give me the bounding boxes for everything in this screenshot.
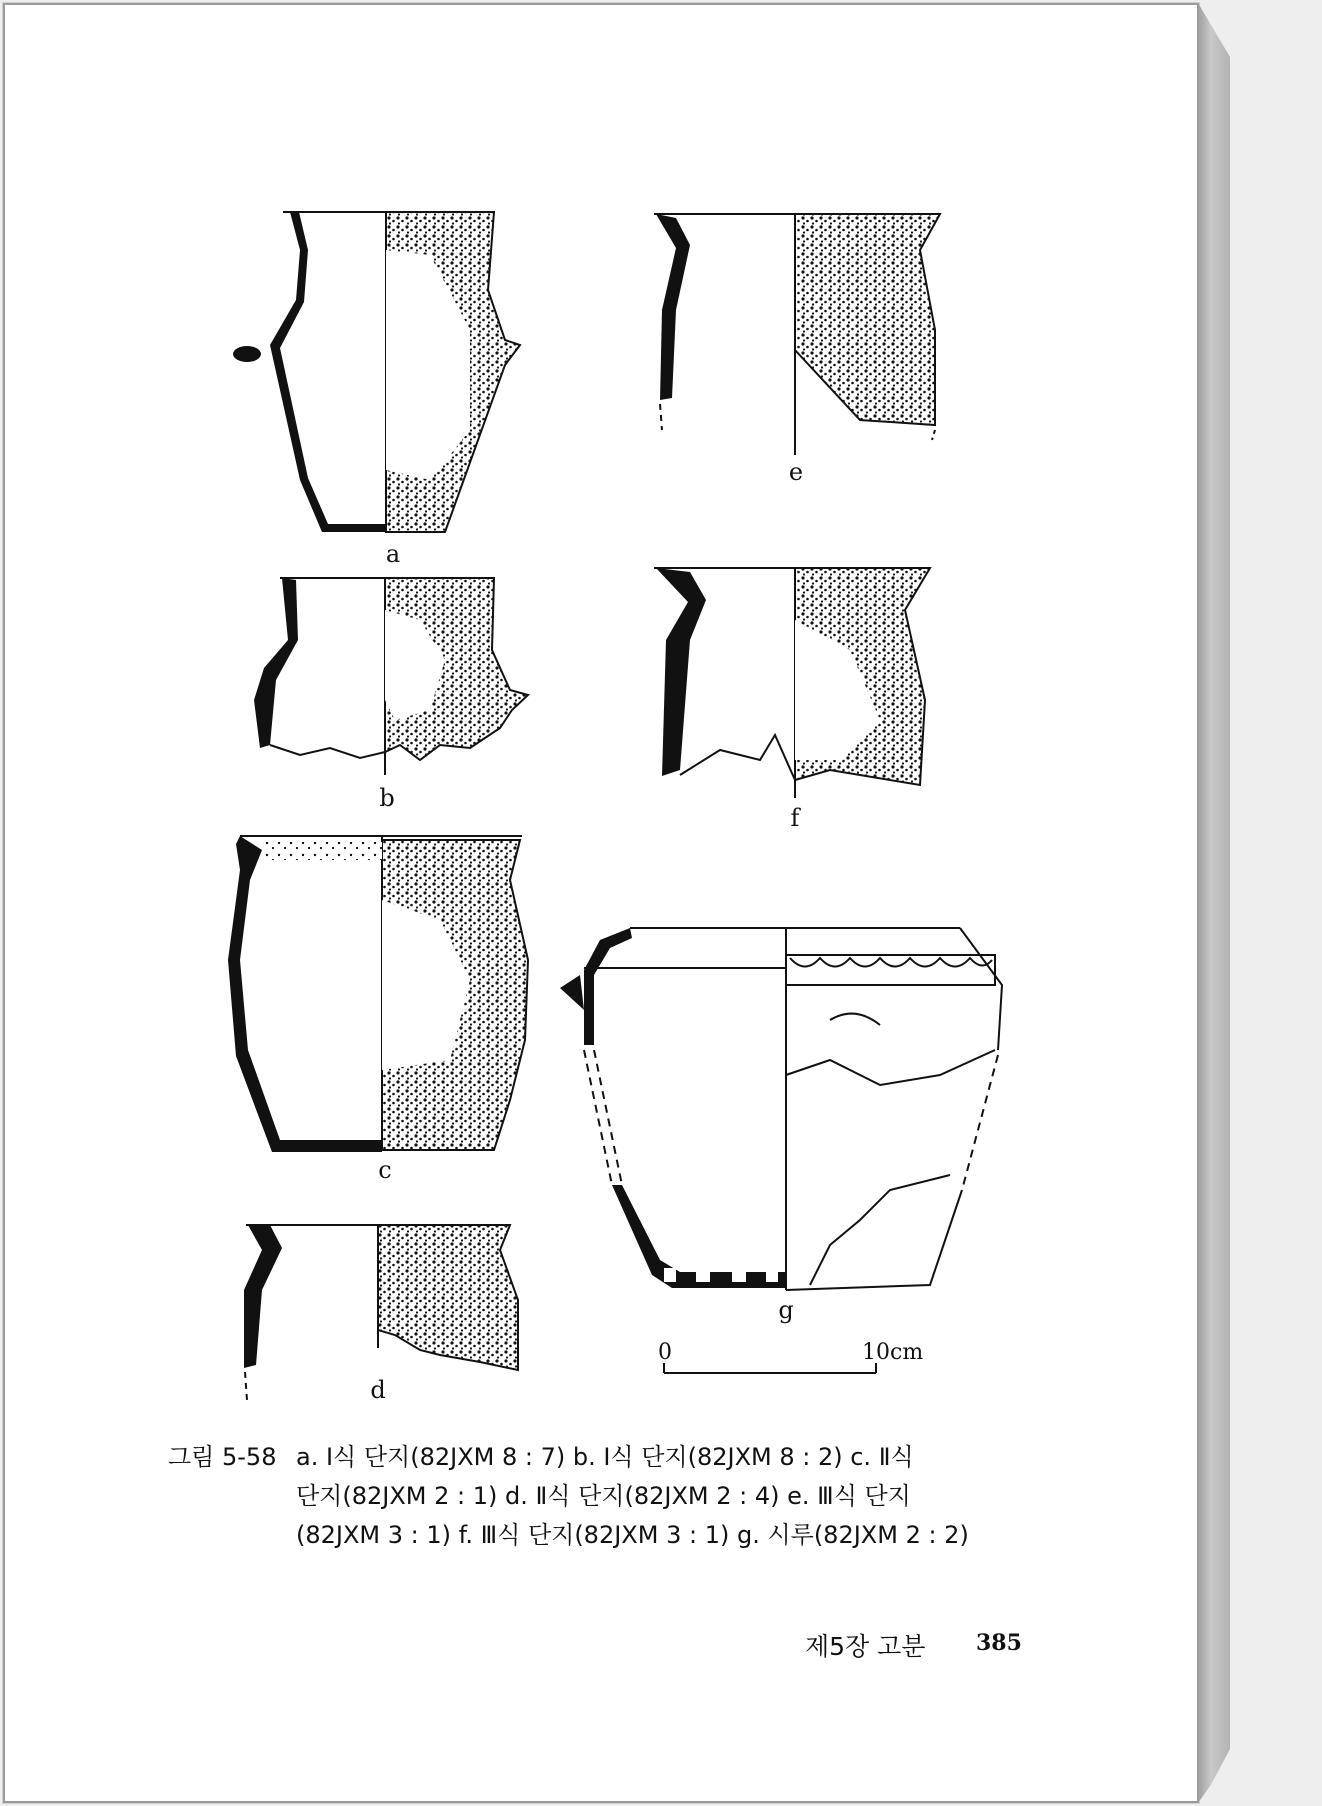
- caption-body: [296, 1438, 1041, 1555]
- vessel-f-drawing: [654, 568, 930, 798]
- figure-label-c: c: [378, 1156, 392, 1184]
- figure-label-d: d: [370, 1376, 386, 1404]
- scale-bar: [664, 1363, 876, 1373]
- page-number: 385: [976, 1630, 1022, 1656]
- caption-line-3: (82JXM 3 : 1) f. Ⅲ식 단지(82JXM 3 : 1) g. 시루(82JXM 2 : 2): [296, 1521, 969, 1549]
- figure-label-g: g: [778, 1296, 794, 1324]
- figure-label-e: e: [788, 458, 804, 486]
- running-footer-chapter: 제5장 고분: [805, 1632, 926, 1661]
- caption-line-2: 단지(82JXM 2 : 1) d. Ⅱ식 단지(82JXM 2 : 4) e. Ⅲ식 단지: [296, 1482, 911, 1510]
- figure-label-f: f: [790, 804, 800, 832]
- vessel-e-drawing: [654, 214, 940, 455]
- scale-end-label: 10cm: [862, 1340, 924, 1365]
- vessel-d-drawing: [244, 1225, 518, 1400]
- caption-line-1: a. Ⅰ식 단지(82JXM 8 : 7) b. Ⅰ식 단지(82JXM 8 : 2) c. Ⅱ식: [296, 1443, 914, 1471]
- vessel-c-drawing: [228, 836, 528, 1152]
- vessel-a-drawing: [233, 212, 520, 532]
- vessel-g-drawing: [560, 928, 1002, 1290]
- caption-figure-number: 그림 5-58: [168, 1443, 277, 1471]
- figure-label-a: a: [385, 540, 401, 568]
- figure-label-b: b: [379, 784, 395, 812]
- scale-start-label: 0: [658, 1340, 672, 1365]
- vessel-b-drawing: [254, 578, 528, 775]
